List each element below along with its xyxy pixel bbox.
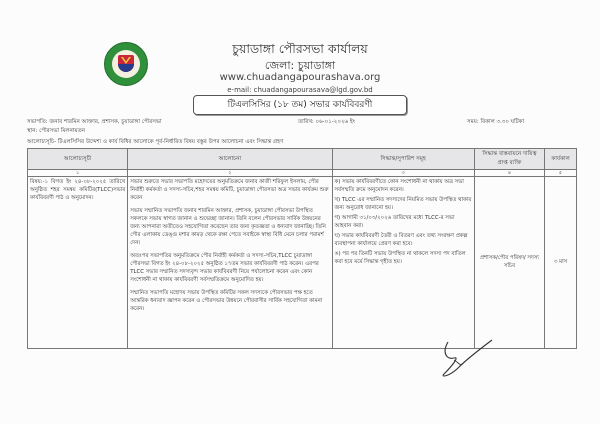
column-number: ৩ (332, 170, 474, 177)
decision-item: ক) সভায় কার্যবিবরণীতে কোন সংশোধনী না থাকায় অত্র সভা সর্বসম্মতি ক্রমে অনুমোদন করেন। (334, 179, 464, 193)
header-responsible: সিদ্ধান্ত বাস্তবায়নে দায়িত্ব প্রাপ্ত ব্যক্তি (474, 149, 544, 170)
decision-item: গ) আগামী ৩১/০৩/২০২৬ তারিখের মধ্যে TLCC-র সভা আহবান করা। (334, 215, 455, 229)
signature-icon (436, 338, 496, 380)
decision-item: খ) TLCC এর সম্মানিত সদস্যদের নিয়মিত সভায় উপস্থিত থাকার জন্য অনুরোধ জানানো হয়। (334, 197, 472, 211)
document-title: টিএলসিসির (১৮ তম) সভার কার্যবিবরণী (193, 95, 407, 115)
website-link[interactable]: www.chuadangapourashava.org (219, 72, 381, 83)
header-decisions: সিদ্ধান্ত/সুপারিশ সমূহ (332, 149, 474, 170)
discussion-cell (128, 177, 332, 349)
meeting-chair: সভাপতি: জনাব শারমিন আক্তার, প্রশাসক, চুয়াডাঙ্গা পৌরসভা (27, 119, 162, 125)
header-discussion: আলোচনা (128, 149, 332, 170)
column-number-row (28, 170, 577, 177)
meeting-time: সময়: বিকাল ৩.৩০ ঘটিকা (467, 119, 525, 125)
meeting-date: তারিখ: ০৬-০১-২০২৬ ইং (298, 119, 356, 125)
discussion-paragraph: সভায় সম্মানিত সভাপতি জনাব শারমিন আক্তার, প্রশাসক, চুয়াডাঙ্গা পৌরসভা উপস্থিত সকলকে সভায় স্বাগত জানান ও শুভেচ্ছা জানান। তিনি বলেন পৌরসভার সার্বিক উন্নয়নের জন্য আপনারা অতীতেও সহযোগিতা করেছেন তার জন্য কৃতজ্ঞতা ও ধন্যবাদ জানাচ্ছি। তিনি পৌর এলাকায় ডেঙ্গু মশার কামড় থেকে রক্ষা পেতে সবাইকে স্বাস্থ্য বিধি মেনে চলার পরামর্শ দেন। (130, 208, 326, 246)
district-name: জেলা: চুয়াডাঙ্গা (264, 59, 336, 72)
duration-cell: ৩ মাস (545, 177, 577, 349)
discussion-paragraph: সভার শুরুতে সভার সভাপতি মহোদয়ের অনুমতিক্রমে জনাব কাজী শরিফুল ইসলাম, পৌর নির্বাহী কর্মকর্তা ও সদস্য-সচিব,শহর সমন্বয় কমিটি, চুয়াডাঙ্গা পৌরসভা অত্র সভার কার্যক্রম শুরু করেন (130, 179, 329, 201)
meeting-venue: স্থান: পৌরসভা মিলনায়তন (27, 128, 86, 134)
minutes-table (27, 148, 577, 349)
column-number: ২ (128, 170, 332, 177)
column-number: ৪ (474, 170, 544, 177)
column-number: ৫ (545, 170, 577, 177)
agenda-cell (28, 177, 128, 349)
email-link[interactable]: e-mail: chuadangapourasava@lgd.gov.bd (227, 86, 373, 94)
column-number: ১ (28, 170, 128, 177)
decisions-cell (332, 177, 474, 349)
table-row (28, 177, 577, 349)
decision-item: ঙ) পর পর তিনটি সভায় উপস্থিত না থাকলে সদস্য পদ বাতিল করা হবে মর্মে সিদ্ধান্ত গৃহীত হয়। (334, 251, 466, 265)
responsible-cell: প্রশাসক/পৌর পরিষদ/ সদস্য সচিব (474, 177, 544, 349)
agenda-intro: আলোচ্যসূচি- টিএলসিসির উদ্দেশ্য ও কার্য বিধির আলোকে পূর্ব-নির্ধারিত বিষয় বস্তুর উপর আলোচনা এবং সিদ্ধান্ত গ্রহণ (27, 139, 284, 145)
decision-item: ঘ) সভার কার্যবিবরণী তৈরী ও বিতরণ এবং তথ্য সংরক্ষণ প্রকল্প ব্যবস্থাপনা কার্যালয়ে প্রেরণ করা হবে। (334, 233, 468, 247)
header-duration: কার্যকাল (545, 149, 577, 170)
discussion-paragraph: সম্মানিত সভাপতি মহোদয় সভায় উপস্থিত কমিটির সকল সদস্যকে পৌরসভার পক্ষ হতে আন্তরিক ধন্যবাদ জ্ঞাপন করেন ও পৌরসভার উন্নয়নে পৌরবাসীর সার্বিক সহযোগিতা কামনা করেন। (130, 290, 323, 312)
discussion-paragraph: অতঃপর সভাপতির অনুমতিক্রমে পৌর নির্বাহী কর্মকর্তা ও সদস্য-সচিব,TLCC চুয়াডাঙ্গা পৌরসভা বিগত ইং ২৪-০৮-২০২৫ অনুষ্ঠিত ১৭তম সভার কার্যবিবরণী পাঠ করেন। এরপর TLCC সভার সম্মানিত সদস্যবৃন্দ সভার কার্যবিবরণী নিয়ে পর্যালোচনা করেন এবং কোন সংশোধনী না থাকায় কার্যবিবরণী সর্বসম্মতিক্রমে অনুমোদিত হয়। (130, 253, 319, 283)
header-agenda: আলোচ্যসূচী (28, 149, 128, 170)
table-header-row (28, 149, 577, 170)
agenda-text: বিষয়:-১ বিগত ইং ২৪-০৮-২০২৫ তারিখে অনুষ্ঠিত শহর সমন্বয় কমিটির(TLCC)সভার কার্যবিবরণী পাঠ ও অনুমোদন। (30, 179, 126, 201)
office-name: চুয়াডাঙ্গা পৌরসভা কার্যালয় (232, 41, 368, 56)
